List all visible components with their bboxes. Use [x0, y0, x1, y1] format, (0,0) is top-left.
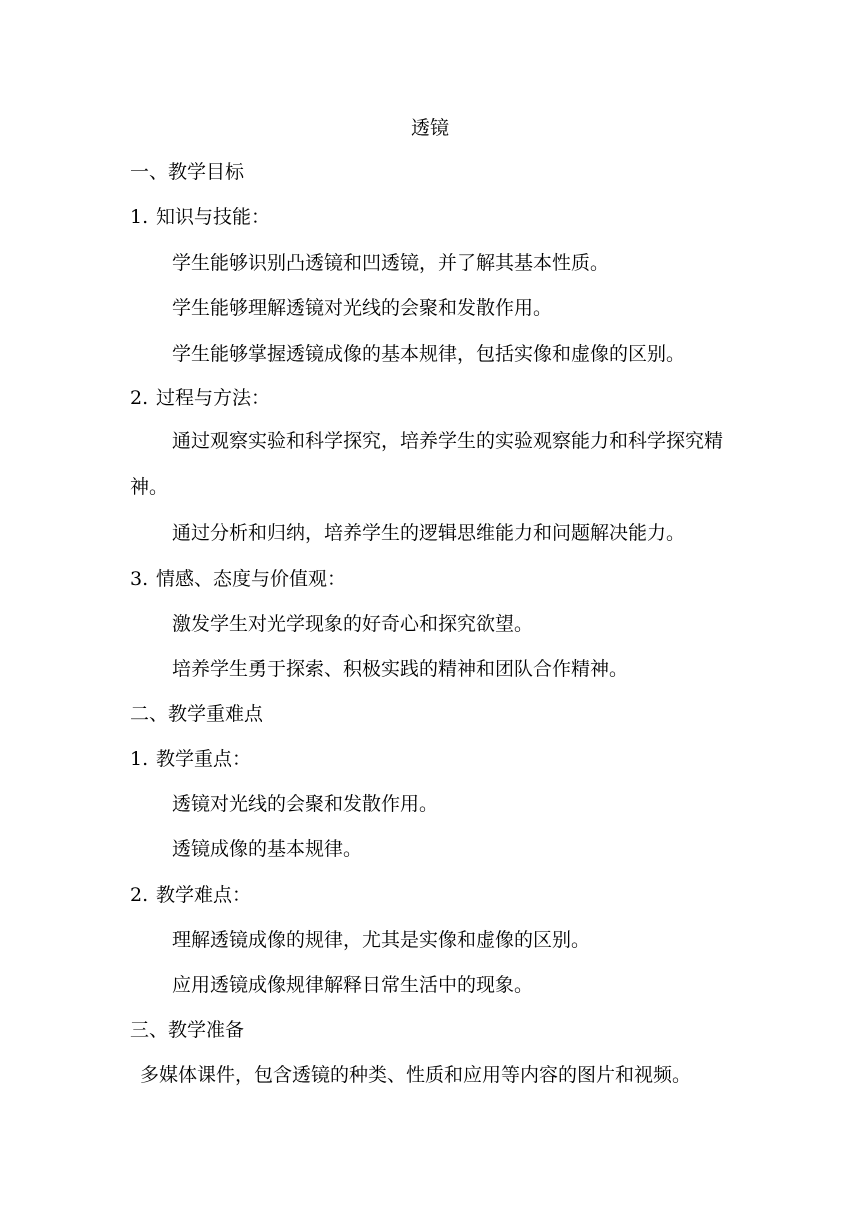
document-title: 透镜	[410, 117, 449, 139]
paragraph: 学生能够理解透镜对光线的会聚和发散作用。	[172, 297, 553, 319]
paragraph: 学生能够掌握透镜成像的基本规律，包括实像和虚像的区别。	[172, 343, 686, 365]
paragraph: 通过分析和归纳，培养学生的逻辑思维能力和问题解决能力。	[172, 522, 686, 544]
subheading-label: 教学难点：	[156, 884, 252, 906]
paragraph: 理解透镜成像的规律，尤其是实像和虚像的区别。	[172, 929, 591, 951]
paragraph-wrapped: 通过观察实验和科学探究，培养学生的实验观察能力和科学探究精神。	[130, 430, 724, 498]
subheading-process-methods	[130, 385, 270, 411]
paragraph: 学生能够识别凸透镜和凹透镜，并了解其基本性质。	[172, 252, 610, 274]
paragraph: 多媒体课件，包含透镜的种类、性质和应用等内容的图片和视频。	[140, 1064, 692, 1086]
paragraph: 激发学生对光学现象的好奇心和探究欲望。	[172, 613, 534, 635]
paragraph: 透镜成像的基本规律。	[172, 838, 363, 860]
subheading-number: 2.	[130, 884, 149, 906]
paragraph: 透镜对光线的会聚和发散作用。	[172, 793, 439, 815]
subheading-number: 3.	[130, 568, 149, 590]
subheading-difficulties	[130, 882, 251, 908]
subheading-number: 2.	[130, 387, 149, 409]
subheading-knowledge-skills	[130, 204, 270, 230]
subheading-label: 教学重点：	[156, 748, 252, 770]
subheading-label: 知识与技能：	[156, 206, 271, 228]
subheading-key-focus	[130, 746, 251, 772]
subheading-attitudes-values	[130, 566, 346, 592]
paragraph: 培养学生勇于探索、积极实践的精神和团队合作精神。	[172, 658, 629, 680]
subheading-number: 1.	[130, 748, 149, 770]
subheading-label: 过程与方法：	[156, 387, 271, 409]
section-heading-objectives: 一、教学目标	[130, 161, 245, 183]
subheading-number: 1.	[130, 206, 149, 228]
section-heading-key-points: 二、教学重难点	[130, 703, 264, 725]
paragraph: 应用透镜成像规律解释日常生活中的现象。	[172, 974, 534, 996]
subheading-label: 情感、态度与价值观：	[156, 568, 347, 590]
section-heading-preparation: 三、教学准备	[130, 1019, 245, 1041]
